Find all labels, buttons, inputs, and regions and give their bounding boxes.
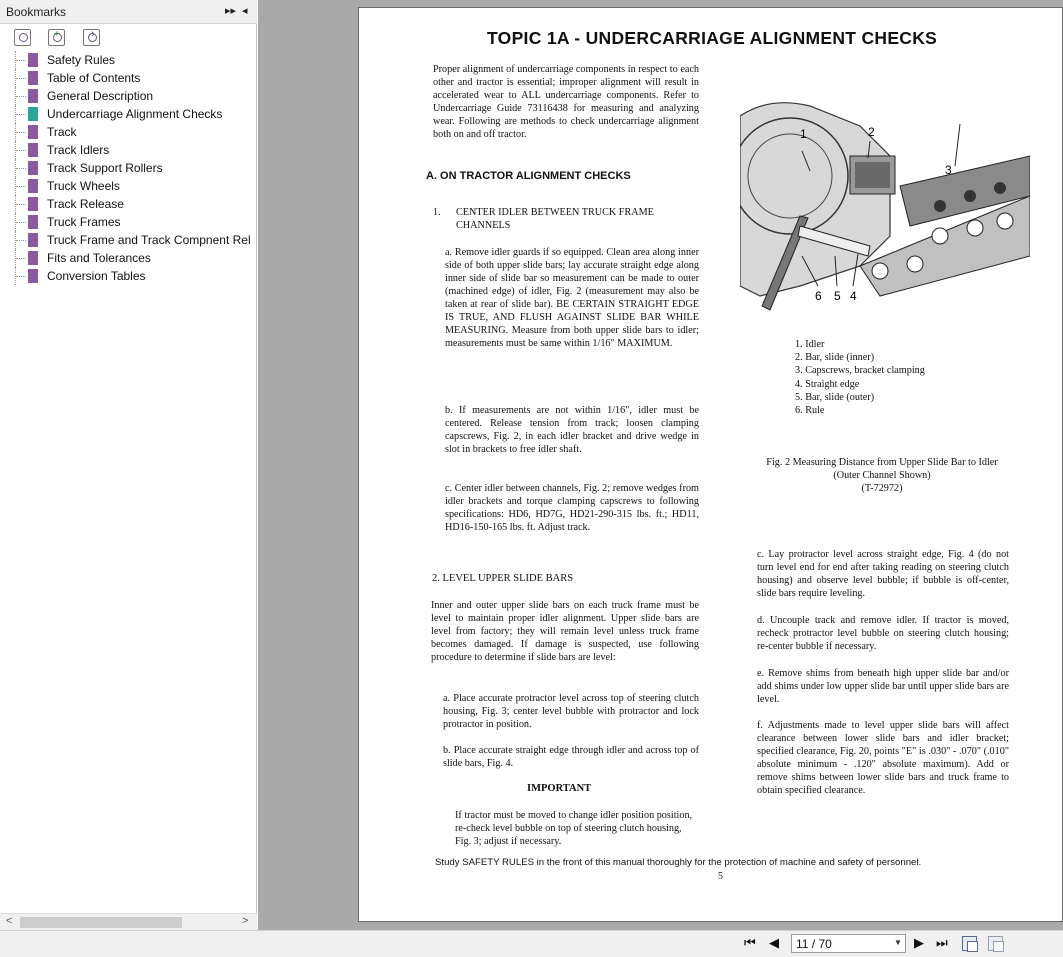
item2c-text: c. Lay protractor level across straight edge, Fig. 4 (do not turn level end for end after taking reading on steering clutch housing) and observe level bubble; if bubble is off-center, slide bars require leveling. (757, 549, 1009, 599)
bookmark-icon (28, 197, 38, 211)
page-number: 5 (718, 871, 723, 882)
page-selector[interactable] (791, 934, 906, 953)
page-footer: Study SAFETY RULES in the front of this manual thoroughly for the protection of machine and safety of personnel. (435, 857, 922, 868)
intro-paragraph: Proper alignment of undercarriage components in respect to each other and tractor is essential; improper alignment will result in accelerated wear to ALL undercarriage components. Refer to Undercarriage Guide 73116438 for measuring and analyzing wear. Following are methods to check undercarriage alignment both on and off tractor. (433, 64, 699, 140)
navigation-bar (0, 930, 1063, 957)
bookmark-item[interactable] (0, 87, 257, 105)
legend-item: 5. Bar, slide (outer) (795, 391, 875, 403)
callout-4: 4 (850, 289, 857, 303)
bookmark-label: Truck Frames (47, 215, 121, 229)
tree-connector (15, 267, 25, 285)
first-page-button[interactable]: ⏮ (744, 935, 756, 950)
bookmark-icon (28, 125, 38, 139)
bookmark-item[interactable] (0, 249, 257, 267)
item1b-text: b. If measurements are not within 1/16", idler must be centered. Release tension from track; loosen clamping capscrews, Fig. 2, in each idler bracket and drive wedge in slot in brackets to free idler shaft. (445, 405, 699, 455)
tree-connector (15, 231, 25, 249)
callout-2: 2 (868, 125, 875, 139)
item2a-text: a. Place accurate protractor level across top of steering clutch housing, Fig. 3; center level bubble with protractor and lock protractor in position. (443, 693, 699, 730)
legend-item: 4. Straight edge (795, 378, 860, 390)
tree-connector (15, 123, 25, 141)
bookmark-icon (28, 89, 38, 103)
legend-item: 3. Capscrews, bracket clamping (795, 365, 925, 377)
bookmark-label: Table of Contents (47, 71, 141, 85)
bookmark-item[interactable] (0, 69, 257, 87)
figure-2-illustration (740, 96, 1030, 338)
bookmark-label: Safety Rules (47, 53, 116, 67)
bookmark-label: Undercarriage Alignment Checks (47, 107, 223, 121)
bookmark-icon (28, 215, 38, 229)
tree-connector (15, 51, 25, 69)
bookmarks-panel (0, 0, 257, 930)
item2-intro: Inner and outer upper slide bars on each truck frame must be level to maintain proper idler alignment. Upper slide bars are level from factory; they will remain level unless truck frame becomes damaged. If damage is suspected, use following procedure to determine if slide bars are level: (431, 600, 699, 663)
figure-caption-line: Fig. 2 Measuring Distance from Upper Slide Bar to Idler (766, 457, 998, 468)
bookmark-label: Track Idlers (47, 143, 110, 157)
bookmark-item[interactable] (0, 213, 257, 231)
bookmark-icon (28, 161, 38, 175)
section-heading-a: A. ON TRACTOR ALIGNMENT CHECKS (426, 170, 631, 182)
bookmark-icon (28, 143, 38, 157)
expand-panel-icon[interactable]: ▸▸ (225, 5, 237, 17)
tree-connector (15, 195, 25, 213)
item1c-text: c. Center idler between channels, Fig. 2; remove wedges from idler brackets and torque clamping capscrews to following specifications: HD6, HD7G, HD21-290-315 lbs. ft.; HD11, HD16-150-165 lbs. ft. Adjust track. (445, 483, 699, 533)
legend-item: 2. Bar, slide (inner) (795, 352, 875, 364)
horizontal-scrollbar[interactable] (0, 913, 257, 930)
item2f-text: f. Adjustments made to level upper slide bars will affect clearance between lower slide bars and idler bracket; specified clearance, Fig. 20, points "E" is .030" - .070" (.010" absolute minimum - .120" absolute maximum). Add or remove shims between lower slide bars and truck frame to obtain specified clearance. (757, 720, 1009, 796)
go-to-bookmark-icon[interactable] (83, 29, 100, 46)
bookmark-item[interactable] (0, 141, 257, 159)
scroll-left-arrow[interactable]: < (6, 915, 13, 927)
bookmark-icon (28, 107, 38, 121)
tree-connector (15, 87, 25, 105)
tree-connector (15, 213, 25, 231)
bookmark-icon (28, 269, 38, 283)
important-note: If tractor must be moved to change idler position position, re-check level bubble on top of steering clutch housing, Fig. 3; adjust if necessary. (455, 810, 693, 847)
tree-connector (15, 249, 25, 267)
bookmarks-header (0, 0, 257, 24)
collapse-panel-icon[interactable]: ◂ (242, 5, 248, 17)
previous-page-button[interactable]: ◀ (769, 935, 779, 950)
bookmark-icon (28, 179, 38, 193)
bookmark-options-icon[interactable] (14, 29, 31, 46)
bookmark-item[interactable] (0, 231, 257, 249)
legend-item: 1. Idler (795, 339, 825, 350)
figure-caption-line: (T-72972) (861, 482, 903, 494)
item2-title: 2. LEVEL UPPER SLIDE BARS (432, 573, 574, 584)
chevron-down-icon[interactable]: ▼ (894, 938, 902, 947)
bookmark-icon (28, 251, 38, 265)
callout-6: 6 (815, 289, 822, 303)
bookmark-label: Fits and Tolerances (47, 251, 151, 265)
bookmark-item[interactable] (0, 123, 257, 141)
bookmark-label: Truck Wheels (47, 179, 120, 193)
bookmark-icon (28, 71, 38, 85)
page-number-input[interactable]: 11 / 70 (796, 937, 832, 951)
figure-caption (742, 457, 1022, 495)
item1-number: 1. (433, 207, 441, 218)
page-title: TOPIC 1A - UNDERCARRIAGE ALIGNMENT CHECKS (487, 28, 938, 48)
next-page-button[interactable]: ▶ (914, 935, 924, 950)
bookmark-item[interactable] (0, 195, 257, 213)
bookmark-item[interactable] (0, 267, 257, 285)
document-viewer[interactable] (258, 0, 1063, 930)
important-heading: IMPORTANT (527, 783, 592, 794)
bookmark-label: Track Release (47, 197, 124, 211)
tree-connector (15, 105, 25, 123)
bookmark-icon (28, 53, 38, 67)
callout-3: 3 (945, 163, 952, 177)
bookmark-item[interactable] (0, 51, 257, 69)
tree-connector (15, 159, 25, 177)
bookmark-label: Conversion Tables (47, 269, 146, 283)
scrollbar-thumb[interactable] (20, 917, 182, 928)
bookmarks-title: Bookmarks (6, 5, 67, 19)
tree-connector (15, 177, 25, 195)
bookmark-label: Track (47, 125, 77, 139)
item1-title: CENTER IDLER BETWEEN TRUCK FRAME CHANNELS (456, 207, 654, 231)
item2d-text: d. Uncouple track and remove idler. If tractor is moved, recheck protractor level bubble on steering clutch housing; re-center bubble if necessary. (757, 615, 1009, 652)
bookmark-item[interactable] (0, 105, 257, 123)
bookmark-icon (28, 233, 38, 247)
bookmark-label: Track Support Rollers (47, 161, 163, 175)
figure-caption-line: (Outer Channel Shown) (833, 469, 931, 481)
bookmark-list (0, 51, 257, 285)
legend-item: 6. Rule (795, 405, 825, 417)
bookmark-item[interactable] (0, 159, 257, 177)
callout-1: 1 (800, 127, 807, 141)
last-page-button[interactable]: ⏭ (936, 935, 948, 950)
item2b-text: b. Place accurate straight edge through idler and across top of slide bars, Fig. 4. (443, 745, 699, 769)
callout-5: 5 (834, 289, 841, 303)
item1a-text: a. Remove idler guards if so equipped. Clean area along inner side of both upper slide bars; lay accurate straight edge along inner side of slide bar so measurement can be made to outer (machined edge) of idler, Fig. 2 (measurement may also be taken at rear of slide bar). BE CERTAIN STRAIGHT EDGE IS TRUE, AND FLUSH AGAINST SLIDE BAR WHILE MEASURING. Measure from both upper slide bars to idler; measurements must be same within 1/16" MAXIMUM. (445, 247, 699, 349)
add-bookmark-icon[interactable] (48, 29, 65, 46)
item2e-text: e. Remove shims from beneath high upper slide bar and/or add shims under low upper slide bar until upper slide bars are level. (757, 668, 1009, 705)
document-page (358, 7, 1063, 922)
bookmark-label: Truck Frame and Track Compnent Rel (47, 233, 251, 247)
figure-legend (795, 338, 925, 417)
fit-page-icon[interactable] (962, 936, 977, 951)
tree-connector (15, 69, 25, 87)
scroll-right-arrow[interactable]: > (242, 915, 249, 927)
bookmark-item[interactable] (0, 177, 257, 195)
fit-width-icon[interactable] (988, 936, 1003, 951)
tree-connector (15, 141, 25, 159)
bookmark-label: General Description (47, 89, 154, 103)
